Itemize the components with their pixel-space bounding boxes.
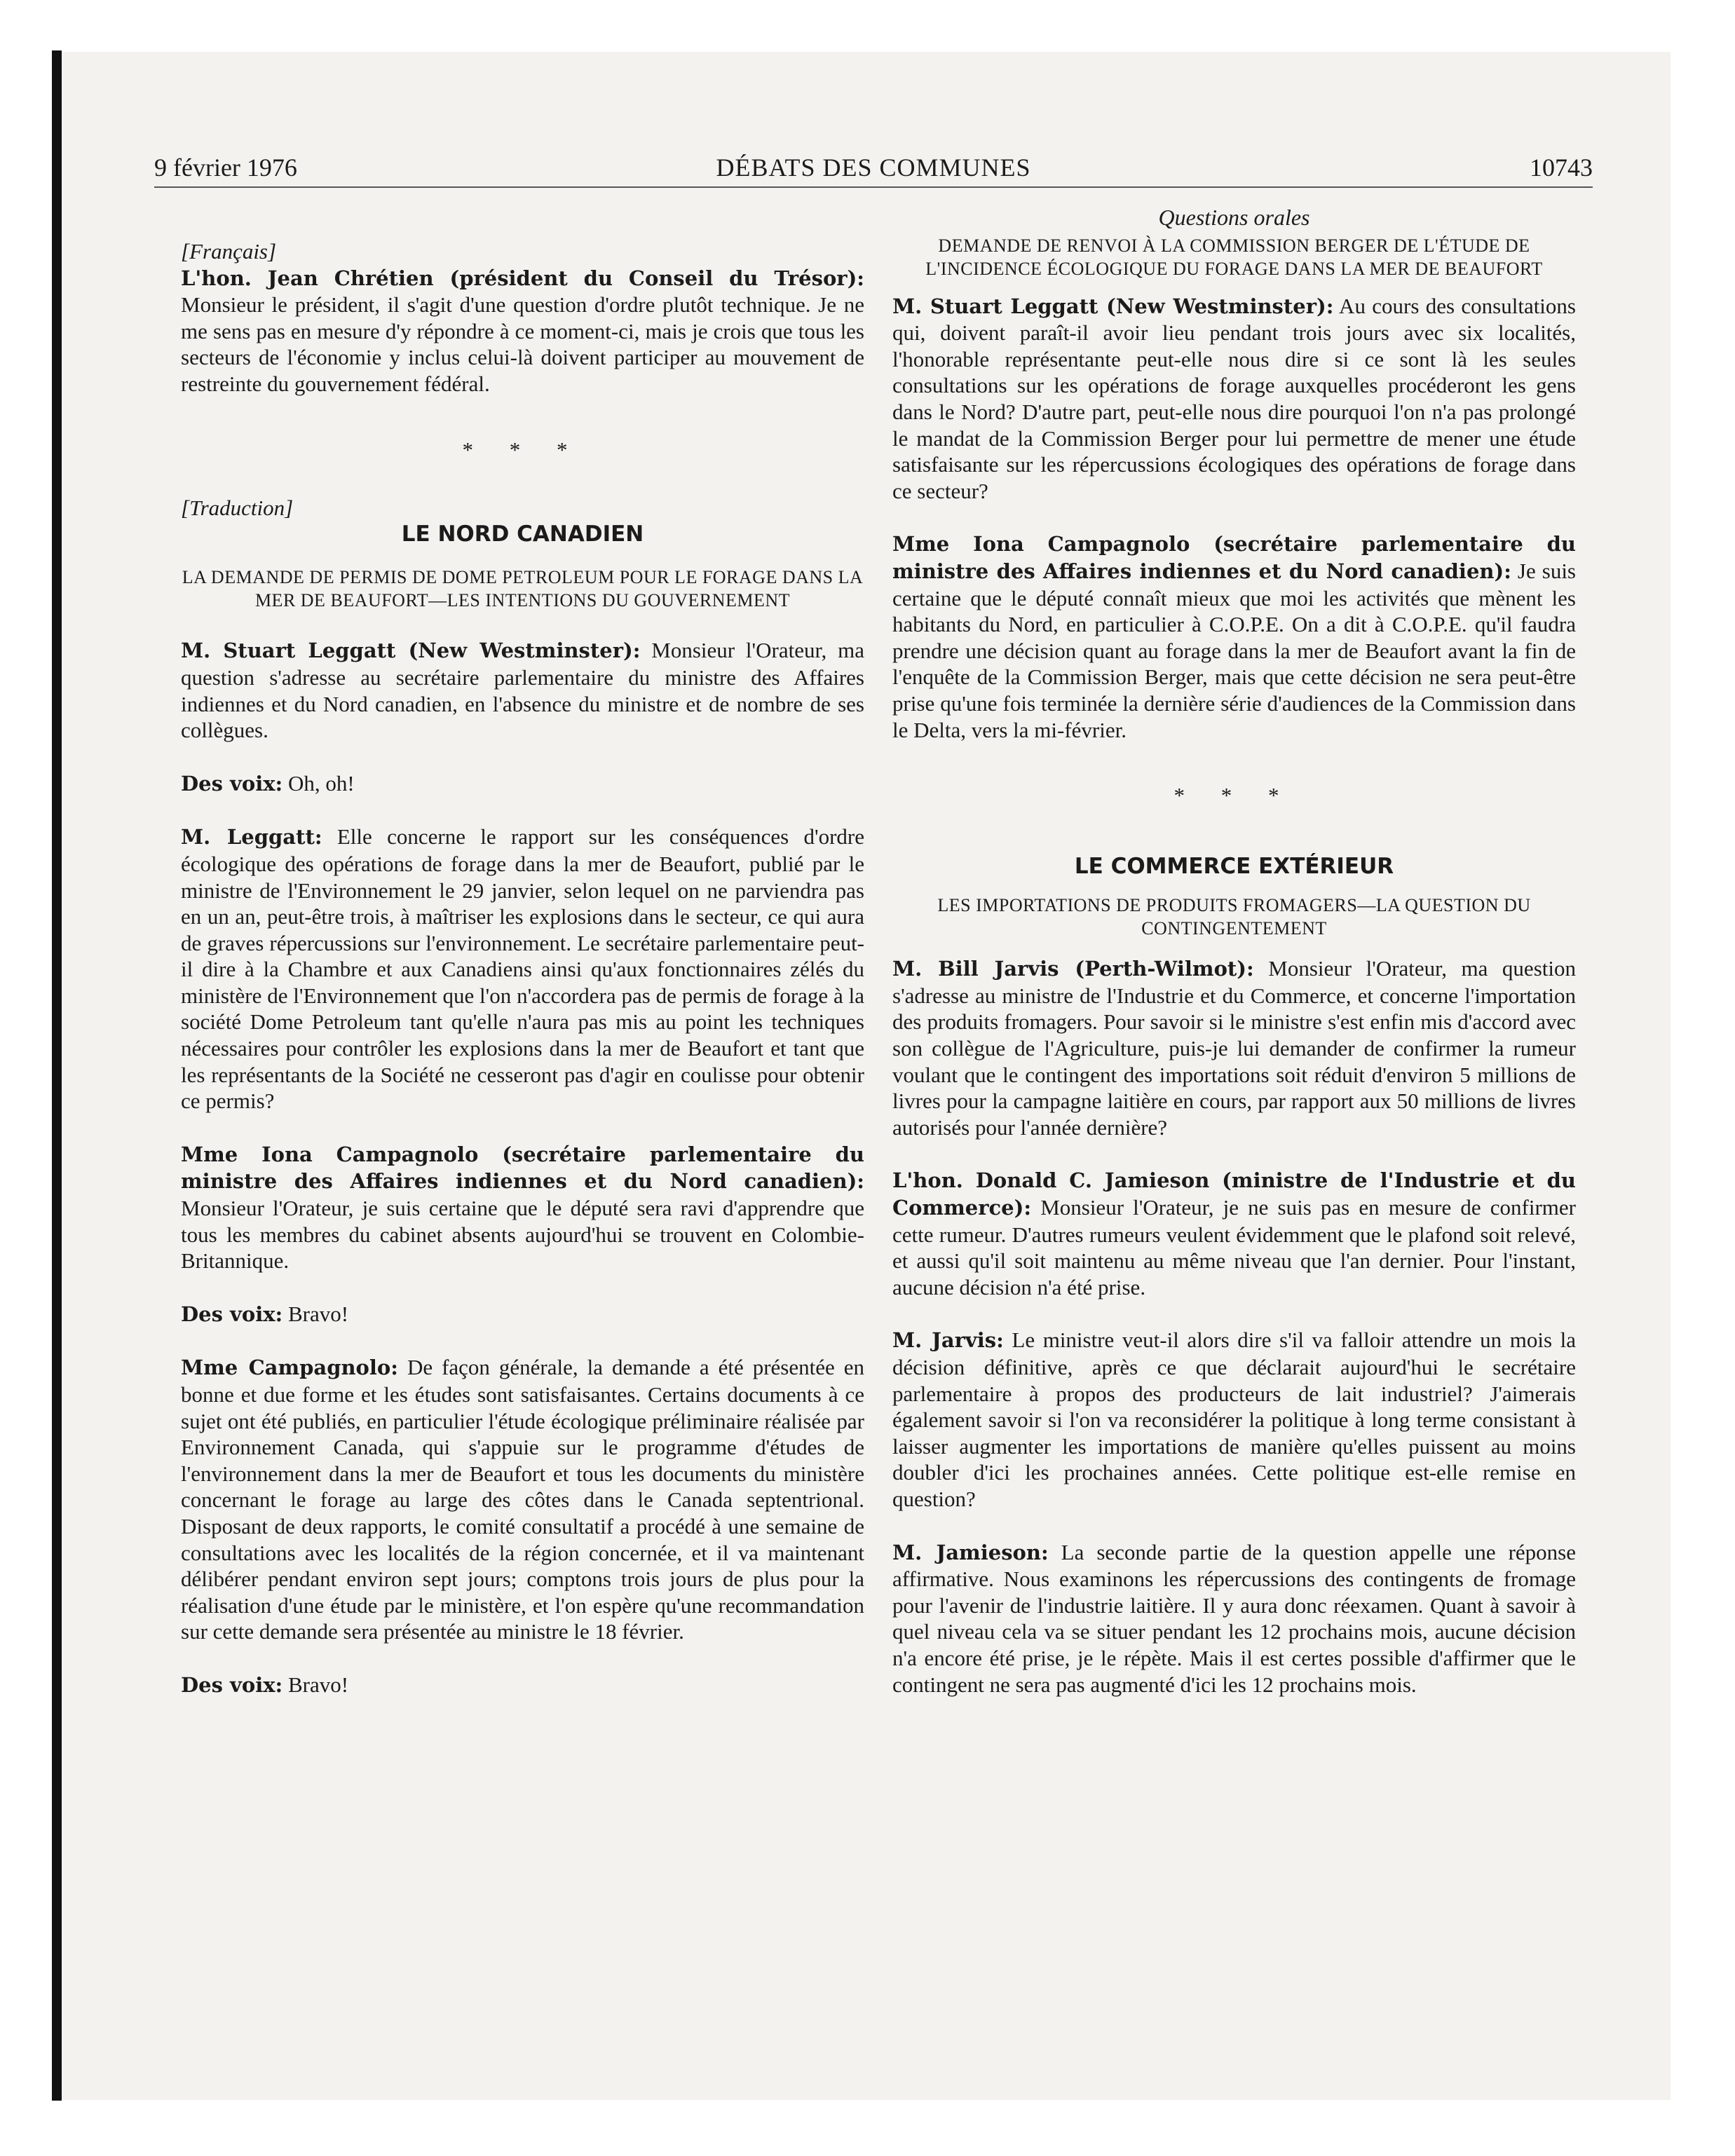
- header-title: DÉBATS DES COMMUNES: [716, 153, 1031, 182]
- speaker-name: M. Jarvis:: [892, 1328, 1004, 1353]
- page-header: [154, 153, 1593, 188]
- speech-text: Elle concerne le rapport sur les conséquences d'ordre écologique des opérations de forage dans la mer de Beaufort, publié par le ministre de l'Environnement le 29 janvier, selon lequel on ne parviendra pas en un an, peut-être trois, à maîtriser les explosions dans le secteur, ce qui aura de graves répercussions sur l'environnement. Le secrétaire parlementaire peut-il dire à la Chambre et aux Canadiens ainsi qu'aux fonctionnaires zélés du ministère de l'Environnement que l'on n'accordera pas de permis de forage à la société Dome Petroleum tant qu'elle n'aura pas mis au point les techniques nécessaires pour contrôler les explosions dans la mer de Beaufort et tant que les représentants de la Société ne cesseront pas d'agir en coulisse pour obtenir ce permis?: [181, 824, 864, 1114]
- speech-text: Au cours des consultations qui, doivent paraît-il avoir lieu pendant trois jours avec six localités, l'honorable représentante peut-elle nous dire si ce sont là les seules consultations sur les opérations de forage auxquelles procéderont les gens dans le Nord? D'autre part, peut-elle nous dire pourquoi l'on n'a pas prolongé le mandat de la Commission Berger pour lui permettre de mener une étude satisfaisante sur les répercussions écologiques des opérations de forage dans ce secteur?: [892, 293, 1576, 503]
- speaker-name: Des voix:: [181, 1302, 283, 1326]
- speech-paragraph: [181, 1141, 864, 1274]
- section-subheading: LA DEMANDE DE PERMIS DE DOME PETROLEUM POUR LE FORAGE DANS LA MER DE BEAUFORT—LES INTENTIONS DU GOUVERNEMENT: [182, 567, 864, 611]
- header-page-number: 10743: [1530, 153, 1593, 182]
- section-separator: * * *: [1173, 783, 1295, 808]
- language-note: [Traduction]: [181, 496, 294, 521]
- left-column: [181, 205, 864, 1699]
- speech-text: Monsieur l'Orateur, je suis certaine que le député sera ravi d'apprendre que tous les membres du cabinet absents aujourd'hui se trouvent en Colombie-Britannique.: [181, 1196, 864, 1274]
- language-note: [Français]: [181, 239, 277, 264]
- header-date: 9 février 1976: [154, 153, 297, 182]
- speaker-name: Des voix:: [181, 771, 283, 796]
- speech-text: Bravo!: [283, 1672, 349, 1697]
- speech-paragraph: [181, 1672, 864, 1699]
- speech-paragraph: [892, 531, 1576, 743]
- speaker-name: M. Bill Jarvis (Perth-Wilmot):: [892, 957, 1254, 981]
- speech-text: La seconde partie de la question appelle une réponse affirmative. Nous examinons les répercussions des contingents de fromage pour l'avenir de l'industrie laitière. Il y aura donc réexamen. Quant à savoir à quel niveau cela va se situer pendant les 12 prochains mois, aucune décision n'a encore été prise, je le répète. Mais il est certes possible d'affirmer que le contingent ne sera pas augmenté d'ici les 12 prochains mois.: [892, 1539, 1576, 1697]
- speech-text: Je suis certaine que le député connaît mieux que moi les activités que mènent les habitants du Nord, en particulier à C.O.P.E. On a dit à C.O.P.E. qu'il faudra prendre une décision quant au forage dans la mer de Beaufort avant la fin de l'enquête de la Commission Berger, mais que cette décision ne sera peut-être prise qu'une fois terminée la dernière série d'audiences de la Commission dans le Delta, vers la mi-février.: [892, 558, 1576, 742]
- section-heading: LE COMMERCE EXTÉRIEUR: [1074, 853, 1394, 879]
- right-column: [892, 205, 1576, 1698]
- speech-paragraph: [892, 293, 1576, 505]
- speech-paragraph: [181, 637, 864, 743]
- speech-paragraph: [181, 265, 864, 397]
- speech-paragraph: [181, 824, 864, 1114]
- speaker-name: Mme Campagnolo:: [181, 1356, 398, 1380]
- speech-text: Le ministre veut-il alors dire s'il va falloir attendre un mois la décision définitive, après ce que déclarait aujourd'hui le secrétaire parlementaire à propos des producteurs de lait industriel? J'aimerais également savoir si l'on va reconsidérer la politique à long terme consistant à laisser augmenter les importations de manière qu'elles puissent au moins doubler d'ici les prochaines années. Cette politique est-elle remise en question?: [892, 1328, 1576, 1511]
- speech-text: Monsieur le président, il s'agit d'une question d'ordre plutôt technique. Je ne me sens pas en mesure d'y répondre à ce moment-ci, mais je crois que tous les secteurs de l'économie y inclus celui-là doivent participer au mouvement de restreinte du gouvernement fédéral.: [181, 292, 864, 396]
- speaker-name: M. Jamieson:: [892, 1540, 1049, 1564]
- speech-text: Monsieur l'Orateur, ma question s'adresse au secrétaire parlementaire du ministre des Affaires indiennes et du Nord canadien, en l'absence du ministre et de nombre de ses collègues.: [181, 638, 864, 743]
- speech-paragraph: [892, 1167, 1576, 1300]
- speech-text: De façon générale, la demande a été présentée en bonne et due forme et les études sont satisfaisantes. Certains documents à ce sujet ont été publiés, en particulier l'étude écologique préliminaire réalisée par Environnement Canada, qui s'appuie sur le programme d'études de l'environnement dans la mer de Beaufort et tous les documents du ministère concernant le forage au large des côtes dans le Canada septentrional. Disposant de deux rapports, le comité consultatif a procédé à une semaine de consultations avec les localités de la région concernée, et il va maintenant délibérer pendant environ sept jours; comptons trois jours de plus pour la réalisation d'une étude par le ministère, et l'on espère qu'une recommandation sur cette demande sera présentée au ministre le 18 février.: [181, 1355, 864, 1644]
- speech-text: Oh, oh!: [283, 770, 355, 796]
- header-rule: [154, 186, 1593, 188]
- speech-text: Monsieur l'Orateur, ma question s'adresse au ministre de l'Industrie et du Commerce, et concerne l'importation des produits fromagers. Pour savoir si le ministre s'est enfin mis d'accord avec son collègue de l'Agriculture, puis-je lui demander de confirmer la rumeur voulant que le contingent des importations soit réduit d'environ 5 millions de livres pour la campagne laitière en cours, par rapport aux 50 millions de livres autorisés pour l'année dernière?: [892, 956, 1576, 1140]
- speaker-name: Mme Iona Campagnolo (secrétaire parlementaire du ministre des Affaires indiennes et du Nord canadien):: [892, 532, 1576, 583]
- speaker-name: L'hon. Donald C. Jamieson (ministre de l'Industrie et du Commerce):: [892, 1168, 1576, 1220]
- speech-paragraph: [892, 955, 1576, 1140]
- speech-paragraph: [892, 1327, 1576, 1512]
- speech-paragraph: [181, 770, 864, 798]
- section-heading: LE NORD CANADIEN: [401, 521, 644, 547]
- speech-paragraph: [892, 1539, 1576, 1698]
- section-subheading: LES IMPORTATIONS DE PRODUITS FROMAGERS—LA QUESTION DU CONTINGENTEMENT: [937, 895, 1531, 939]
- section-label: Questions orales: [1158, 205, 1310, 230]
- section-separator: * * *: [462, 437, 583, 462]
- speech-text: Monsieur l'Orateur, je ne suis pas en mesure de confirmer cette rumeur. D'autres rumeurs veulent évidemment que le plafond soit relevé, et aussi qu'il soit maintenu au même niveau que l'an dernier. Pour l'instant, aucune décision n'a été prise.: [892, 1195, 1576, 1299]
- section-subheading: DEMANDE DE RENVOI À LA COMMISSION BERGER DE L'ÉTUDE DE L'INCIDENCE ÉCOLOGIQUE DU FORAGE DANS LA MER DE BEAUFORT: [925, 235, 1543, 279]
- speaker-name: M. Stuart Leggatt (New Westminster):: [181, 639, 641, 663]
- speech-text: Bravo!: [283, 1301, 349, 1326]
- speaker-name: M. Stuart Leggatt (New Westminster):: [892, 294, 1334, 318]
- speaker-name: M. Leggatt:: [181, 825, 322, 850]
- speech-paragraph: [181, 1354, 864, 1645]
- speaker-name: Mme Iona Campagnolo (secrétaire parlementaire du ministre des Affaires indiennes et du Nord canadien):: [181, 1142, 864, 1194]
- speaker-name: L'hon. Jean Chrétien (président du Conseil du Trésor):: [181, 266, 864, 290]
- speech-paragraph: [181, 1301, 864, 1328]
- speaker-name: Des voix:: [181, 1672, 283, 1697]
- scan-edge-bar: [52, 50, 62, 2101]
